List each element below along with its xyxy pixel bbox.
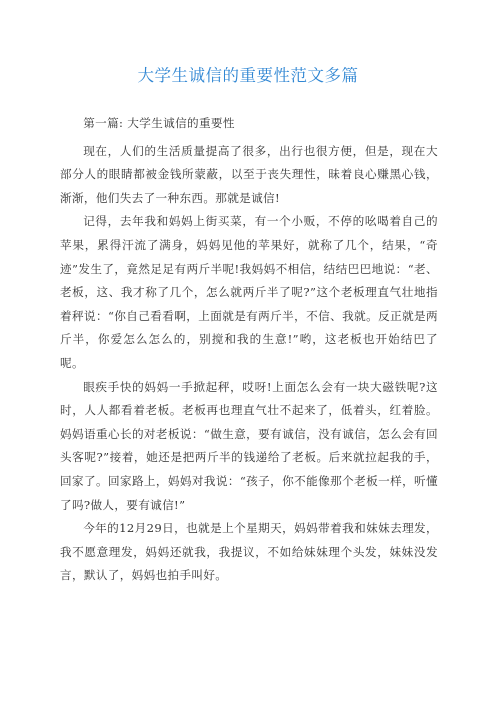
section-heading: 第一篇: 大学生诚信的重要性 bbox=[83, 116, 235, 130]
document-body bbox=[60, 112, 438, 588]
paragraph: 现在，人们的生活质量提高了很多，出行也很方便，但是，现在大部分人的眼睛都被金钱所蒙蔽，以至于丧失理性，昧着良心赚黑心钱，渐渐，他们失去了一种东西。那就是诚信! bbox=[60, 143, 438, 205]
document-title: 大学生诚信的重要性范文多篇 bbox=[137, 66, 359, 85]
paragraph: 眼疾手快的妈妈一手掀起秤，哎呀!上面怎么会有一块大磁铁呢?这时，人人都看着老板。老板再也理直气壮不起来了，低着头，红着脸。妈妈语重心长的对老板说：“做生意，要有诚信，没有诚信，怎么会有回头客呢?”接着，她还是把两斤半的钱递给了老板。后来就拉起我的手，回家了。回家路上，妈妈对我说：“孩子，你不能像那个老板一样，听懂了吗?做人，要有诚信!” bbox=[60, 379, 438, 512]
paragraph: 今年的12月29日，也就是上个星期天，妈妈带着我和妹妹去理发，我不愿意理发，妈妈还就我，我提议，不如给妹妹理个头发，妹妹没发言，默认了，妈妈也拍手叫好。 bbox=[60, 521, 438, 583]
paragraph: 记得，去年我和妈妈上街买菜，有一个小贩，不停的吆喝着自己的苹果，累得汗流了满身，妈妈见他的苹果好，就称了几个，结果，“奇迹”发生了，竟然足足有两斤半呢!我妈妈不相信，结结巴巴地说：“老、老板，这、我才称了几个，怎么就两斤半了呢?”这个老板理直气壮地指着秤说：“你自己看看啊，上面就是有两斤半，不信、我就。反正就是两斤半，你爱怎么怎么的，别搅和我的生意!”哟，这老板也开始结巴了呢。 bbox=[60, 214, 438, 370]
